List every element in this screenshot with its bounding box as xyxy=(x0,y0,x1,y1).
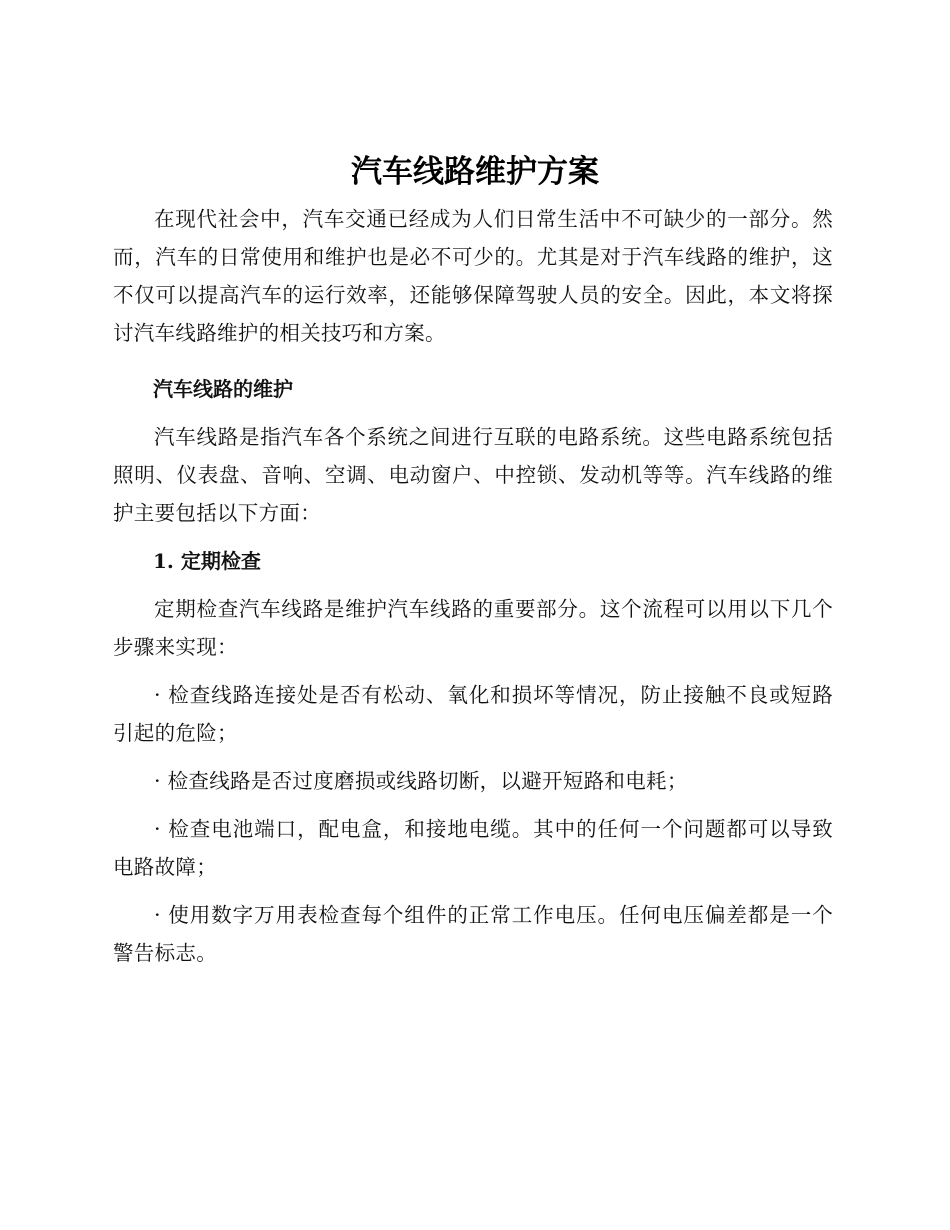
document-title: 汽车线路维护方案 xyxy=(351,154,599,190)
bullet-item: · 检查线路连接处是否有松动、氧化和损坏等情况，防止接触不良或短路引起的危险； xyxy=(113,683,833,745)
document-body xyxy=(113,200,833,972)
subsection-heading-inspection: 1. 定期检查 xyxy=(153,549,261,573)
subsection-paragraph-inspection: 定期检查汽车线路是维护汽车线路的重要部分。这个流程可以用以下几个步骤来实现： xyxy=(113,597,833,659)
section-heading-maintenance: 汽车线路的维护 xyxy=(153,377,293,401)
intro-paragraph: 在现代社会中，汽车交通已经成为人们日常生活中不可缺少的一部分。然而，汽车的日常使用和维护也是必不可少的。尤其是对于汽车线路的维护，这不仅可以提高汽车的运行效率，还能够保障驾驶人员的安全。因此，本文将探讨汽车线路维护的相关技巧和方案。 xyxy=(113,207,833,345)
bullet-item: · 使用数字万用表检查每个组件的正常工作电压。任何电压偏差都是一个警告标志。 xyxy=(113,903,833,965)
bullet-item: · 检查线路是否过度磨损或线路切断，以避开短路和电耗； xyxy=(154,769,688,793)
section-paragraph-maintenance: 汽车线路是指汽车各个系统之间进行互联的电路系统。这些电路系统包括照明、仪表盘、音响、空调、电动窗户、中控锁、发动机等等。汽车线路的维护主要包括以下方面： xyxy=(113,425,833,525)
bullet-item: · 检查电池端口，配电盒，和接地电缆。其中的任何一个问题都可以导致电路故障； xyxy=(113,817,833,879)
